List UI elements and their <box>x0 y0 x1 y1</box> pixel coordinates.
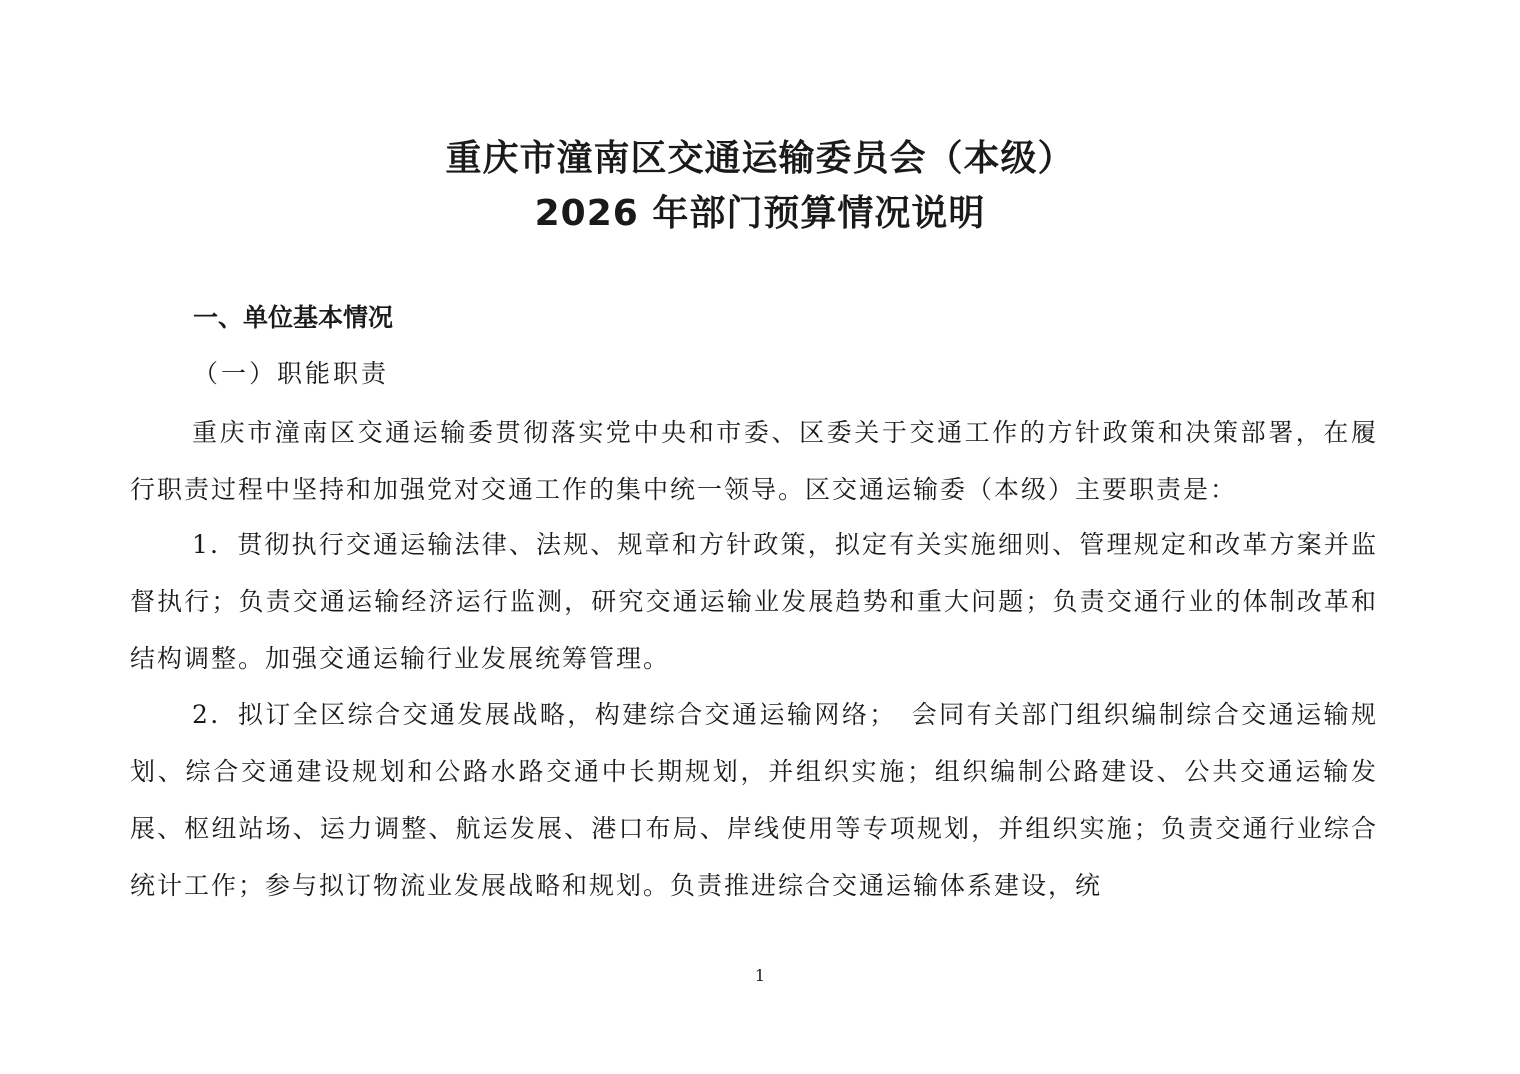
section-heading: 一、单位基本情况 <box>193 303 394 332</box>
document-title-line-2: 2026 年部门预算情况说明 <box>534 193 986 234</box>
paragraph-item-1: 1．贯彻执行交通运输法律、法规、规章和方针政策，拟定有关实施细则、管理规定和改革方案并监督执行；负责交通运输经济运行监测，研究交通运输业发展趋势和重大问题；负责交通行业的体制改革和结构调整。加强交通运输行业发展统筹管理。 <box>130 530 1378 673</box>
page-number: 1 <box>754 966 766 985</box>
document-title-line-1: 重庆市潼南区交通运输委员会（本级） <box>445 138 1075 179</box>
subsection-heading: （一）职能职责 <box>193 359 390 388</box>
paragraph-item-2: 2．拟订全区综合交通发展战略，构建综合交通运输网络； 会同有关部门组织编制综合交通运输规划、综合交通建设规划和公路水路交通中长期规划，并组织实施；组织编制公路建设、公共交通运输发展、枢纽站场、运力调整、航运发展、港口布局、岸线使用等专项规划，并组织实施；负责交通行业综合统计工作；参与拟订物流业发展战略和规划。负责推进综合交通运输体系建设，统 <box>130 700 1378 900</box>
paragraph-intro: 重庆市潼南区交通运输委贯彻落实党中央和市委、区委关于交通工作的方针政策和决策部署，在履行职责过程中坚持和加强党对交通工作的集中统一领导。区交通运输委（本级）主要职责是： <box>130 418 1378 504</box>
